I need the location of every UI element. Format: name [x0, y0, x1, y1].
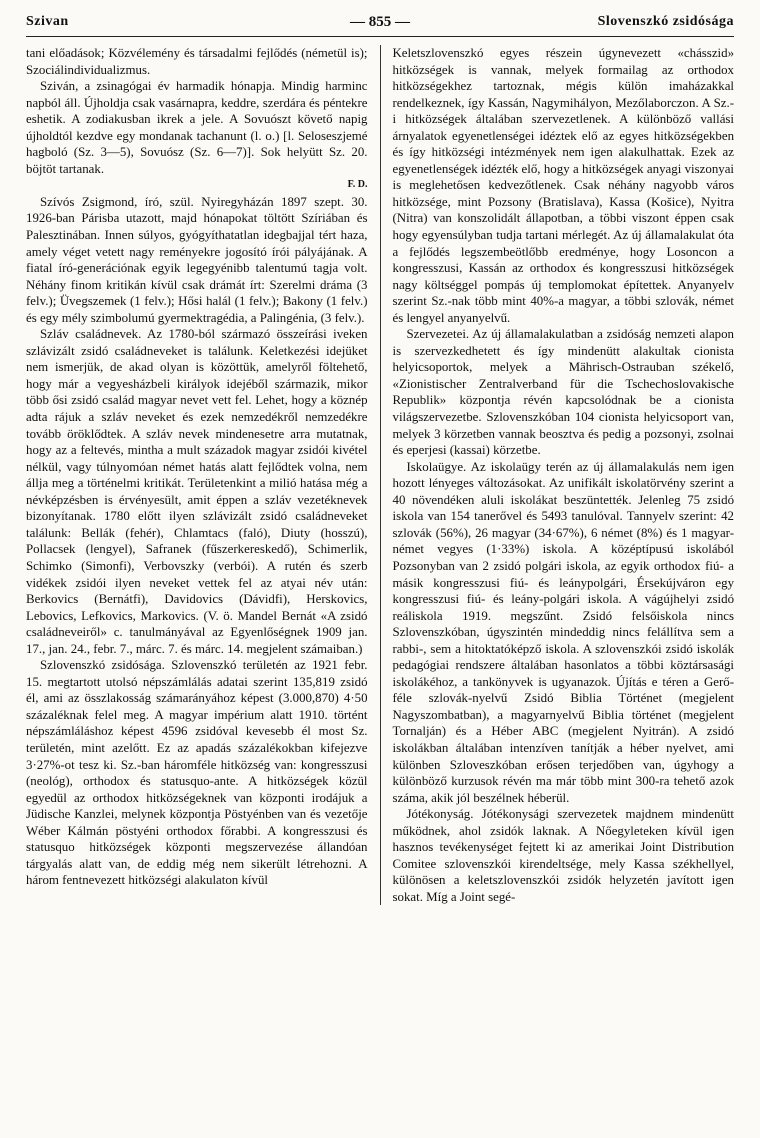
column-divider — [380, 45, 381, 905]
section-szervezetei: Szervezetei. Az új államalakulatban a zsidóság nemzeti alapon is szervezkedhetett és így mindenütt alakultak cionista helyicsoportok, melyek a Mährisch-Ostrauban székelő, «Zionistischer Zentralverband für die Tschechoslovakische Republik» központja révén kapcsolódnak be a cionista világszervezetbe. Szlovenszkóban 104 cionista helyicsoport van, melyek 3 körzetben vannak beosztva és pedig a pozsonyi, zsolnai és eperjesi (kassai) körzetbe. — [392, 327, 735, 458]
left-column — [26, 45, 368, 905]
section-jotekonysag: Jótékonyság. Jótékonysági szervezetek majdnem mindenütt működnek, ahol zsidók laknak. A Nőegyleteken kívül igen hasznos tevékenységet fejtett ki az amerikai Joint Distribution Comitee szlovenszkói kirendeltsége, mely Kassa székhellyel, különösen a keletszlovenszkói zsidók helyzetén javított igen sokat. Míg a Joint segé- — [392, 807, 735, 904]
paragraph: tani előadások; Közvélemény és társadalmi fejlődés (németül is); Szociálindividualizmus. — [26, 46, 368, 77]
entry-sivan: Sziván, a zsinagógai év harmadik hónapja. Mindig harminc napból áll. Újholdja csak vasárnapra, keddre, szerdára és péntekre eshetik. A zodiakusban ikrek a jele. A Sovuószt követő napig újholdtól kezdve egy mondanak tachanunt (l. o.) [l. Seloseszjemé hagboló (Sz. 3—5), Sovuósz (Sz. 6—7)]. Sok helyütt Sz. 20. böjtöt tartanak. — [26, 79, 368, 176]
header-rule — [26, 36, 734, 37]
right-column — [393, 45, 735, 905]
running-head-left: Szivan — [26, 14, 69, 29]
page-header — [26, 10, 734, 36]
running-head-right: Slovenszkó zsidósága — [597, 14, 734, 29]
section-iskolaugye: Iskolaügye. Az iskolaügy terén az új államalakulás nem igen hozott lényeges változásokat. Az unifikált iskolatörvény szerint a 40 növendéken aluli iskolákat beszüntették. Jelenleg 75 zsidó iskola van 154 tanerővel és 5493 tanulóval. Tannyelv szerint: 42 szlovák (56%), 26 magyar (34·67%), 6 német (8%) és 1 magyar-német vegyes (1·33%) iskola. A középtípusú iskolából Pozsonyban van 2 zsidó polgári iskola, az egyik orthodox fiú- a másik kongresszusi fiú- és leánypolgári, Érsekújváron egy kongresszusi fiú- és leány-polgári iskola. A vágújhelyi zsidó reáliskola 1919. megszűnt. Zsidó felsőiskola nincs Szlovenszkóban, úgyszintén mindeddig nincs felállítva sem a rabbi-, sem a hitoktatóképző iskola. A szlovenszkói zsidó iskolák pedagógiai rendszere általában hasonlatos a többi köztársasági iskolákéhoz, a tankönyvek is ugyanazok. Újítás e téren a Gerő-féle szlovák-nyelvű Zsidó Biblia Történet (megjelent Nagyszombatban), a magyarnyelvű Biblia történet (megjelent Tornalján) és a Héber ABC (megjelent Nyitrán). A zsidó iskolákban általában intenzíven tanítják a héber nyelvet, ami különben Szloveszkóban erősen terjedőben van, úgyhogy a különböző kurzusok révén ma már több mint 300-ra tehető azok száma, akik jól beszélnek héberül. — [392, 459, 735, 805]
page-number: — 855 — — [350, 14, 410, 30]
entry-szlovenszko-zsidosaga: Szlovenszkó zsidósága. Szlovenszkó területén az 1921 febr. 15. megtartott utolsó népszámlálás adatai szerint 135,819 zsidó él, ami az összlakosság számarányához képest (3.000,870) 4·50 százaléknak felel meg. A magyar impérium alatt 1910. történt népszámláláshoz képest 4596 zsidóval kevesebb él most Sz. területén, mint azelőtt. Ez az apadás százalékokban kifejezve 3·27%-ot tesz ki. Sz.-ban háromféle hitközség van: kongresszusi (neológ), orthodox és statusquo-ante. A hitközségek közül egyedül az orthodox hitközségeknek van központi irodájuk a Jüdische Kanzlei, melynek központja Pöstyénben van és vezetője Wéber Kálmán pöstyéni orthodox főrabbi. A kongresszusi és statusquo hitközségek központi megszervezése állandóan tárgyalás alatt van, de eddig még nem sikerült létrehozni. A három fentnevezett hitközségi alakulaton kívül — [26, 658, 368, 888]
entry-szlav-csaladnevek: Szláv családnevek. Az 1780-ból származó összeírási iveken szlávizált zsidó családneveket is találunk. Keletkezési idejüket nem ismerjük, de akad olyan is közöttük, amelyről föltehető, hogy már a vegyesházbeli királyok idejéből származik, mikor több ősi zsidó család magyar nevet vett fel. Lehet, hogy a köznép adta rájuk a szláv neveket és ezek nemzedékről nemzedékre tovább öröklődtek. A szláv nevek mindenesetre arra mutatnak, hogy az a feltevés, mintha a mult századok magyar zsidói kivétel nélkül, vagy túlnyomóan német hatás alatt fejlődtek volna, nem állja meg a történelmi kritikát. Területenkint a milió hatása még a névképzésben is érvényesült, amit éppen a szláv vezetéknevek bizonyítanak. 1780 előtt ilyen szlávizált zsidó családneveket találunk: Bellák (fehér), Chlamtacs (faló), Diuty (hosszú), Pollacsek (lengyel), Safranek (fűszerkereskedő), Schimerlik, Schimko (Simonfi), Verbovszky (verbói). A rutén és szerb vidékek zsidói ilyen neveket vettek fel az atyai név után: Berkovics (Bernátfi), Davidovics (Dávidfi), Herskovics, Lebovics, Lefkovics, Markovics. (V. ö. Mandel Bernát «A zsidó családneveiről» c. tanulmányával az Egyenlőségnek 1909 jan. 17., jan. 24., febr. 7., márc. 7. és márc. 14. megjelent számaiban.) — [26, 327, 368, 656]
paragraph: Keletszlovenszkó egyes részein úgynevezett «chásszid» hitközségek is vannak, melyek formailag az orthodox hitközségekhez tartoznak, mégis külön imaházakkal rendelkeznek, így Kassán, Nagymihályon, Mezőlaborczon. A Sz.-i hitközségek általában szervezetlenek. A különböző vallási árnyalatok egyenetlenségei idéztek elő az egyes hitközségekben és így hitközségi intézmények nem igen alakulhattak. Ezek az egyenetlenségek idézték elő, hogy a hitközségek anyagi viszonyai is meglehetősen kedvezőtlenek. Csak néhány nagyobb város hitközsége, mint Pozsony (Bratislava), Kassa (Košice), Nyitra (Nitra) van konszolidált állapotban, a többi viszont éppen csak hogy egyensúlyban tudja tartani mérlegét. Az új államalakulat óta a fejlődés legszembeötlőbb eredménye, hogy Losoncon a kongresszusi, Kassán az orthodox és kongresszusi hitközségek nagy költséggel pompás új templomokat építettek. Anyanyelv szerint Sz.-nak több mint 40%-a magyar, a többi szlovák, német és lengyel anyanyelvű. — [392, 46, 735, 325]
entry-szivos-zsigmond: Szívós Zsigmond, író, szül. Nyiregyházán 1897 szept. 30. 1926-ban Párisba utazott, majd hónapokat töltött Szíriában és Palesztinában. Innen súlyos, gyógyíthatatlan idegbajjal tért haza, amely véget vetett nagy reményekre jogosító írói pályájának. A fiatal író-generációnak egyik legegyénibb talentumú tagja volt. Néhány finom kritikán kívül csak drámát írt: Szerelmi dráma (3 felv.); Üvegszemek (1 felv.); Hősi halál (1 felv.); Bakony (1 felv.) és egy mély szimbolumú gyermektragédia, a Palingénia, (3 felv.). — [26, 194, 368, 325]
text-columns — [26, 45, 734, 905]
author-initials: F. D. — [347, 179, 368, 191]
